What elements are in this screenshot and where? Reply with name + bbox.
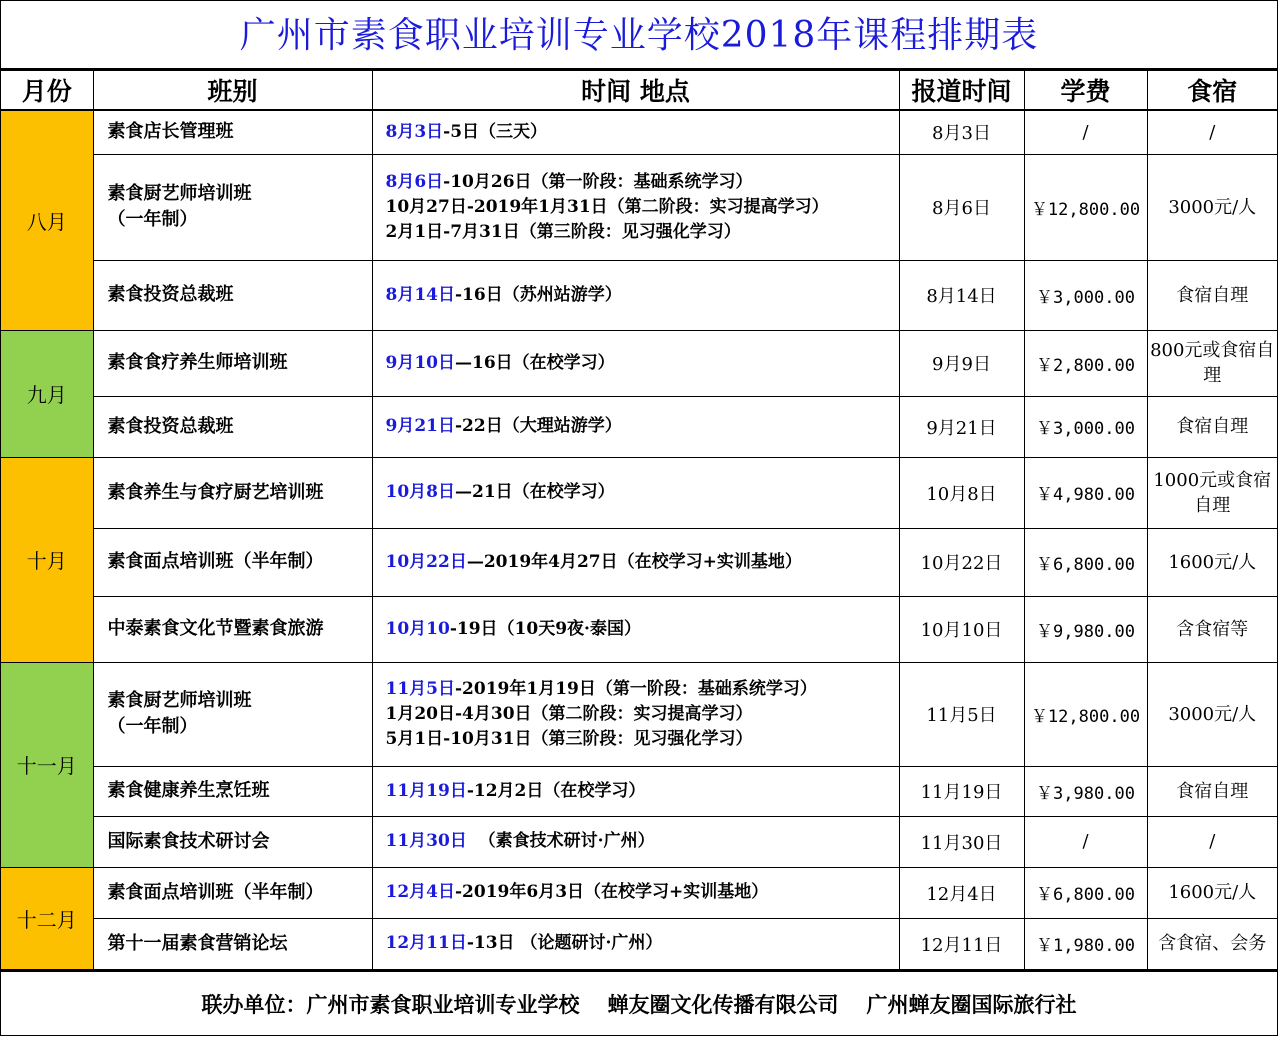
class-cell bbox=[93, 596, 372, 662]
class-name: 素食食疗养生师培训班 bbox=[107, 352, 288, 373]
table-row bbox=[1, 766, 1277, 816]
schedule-rest: -16日（苏州站游学） bbox=[455, 284, 622, 305]
month-november: 十一月 bbox=[1, 662, 93, 867]
class-name: 素食面点培训班（半年制） bbox=[107, 551, 324, 572]
lodging-cell: 食宿自理 bbox=[1147, 396, 1277, 457]
lodging-cell: / bbox=[1147, 110, 1277, 154]
class-name: 素食投资总裁班 bbox=[107, 284, 234, 305]
schedule-start: 11月30日 bbox=[385, 831, 467, 851]
class-cell bbox=[93, 154, 372, 260]
class-name: 国际素食技术研讨会 bbox=[107, 830, 270, 852]
class-name: 素食店长管理班 bbox=[107, 121, 234, 143]
table-row bbox=[1, 154, 1277, 260]
table-row bbox=[1, 110, 1277, 154]
schedule-start: 11月19日 bbox=[385, 780, 467, 801]
report-cell: 8月6日 bbox=[899, 154, 1024, 260]
schedule-start: 9月10日 bbox=[385, 352, 455, 373]
schedule-start: 10月8日 bbox=[385, 482, 455, 502]
month-october: 十月 bbox=[1, 457, 93, 662]
schedule-start: 9月21日 bbox=[385, 416, 455, 436]
schedule-line-2: 1月20日-4月30日（第二阶段：实习提高学习） bbox=[385, 703, 753, 724]
header-class: 班别 bbox=[93, 71, 372, 111]
class-cell bbox=[93, 766, 372, 816]
schedule-cell bbox=[372, 816, 899, 867]
schedule-rest: —2019年4月27日（在校学习+实训基地） bbox=[466, 551, 802, 572]
report-cell: 9月9日 bbox=[899, 330, 1024, 396]
class-name: 素食养生与食疗厨艺培训班 bbox=[107, 481, 324, 503]
schedule-start: 8月6日 bbox=[385, 171, 444, 192]
lodging-cell: 3000元/人 bbox=[1147, 154, 1277, 260]
schedule-line-3: 5月1日-10月31日（第三阶段：见习强化学习） bbox=[385, 728, 753, 749]
schedule-rest: -10月26日（第一阶段：基础系统学习） bbox=[443, 171, 753, 192]
table-row bbox=[1, 918, 1277, 969]
schedule-start: 11月5日 bbox=[385, 678, 455, 699]
table-row bbox=[1, 457, 1277, 528]
fee-cell: ￥3,980.00 bbox=[1024, 766, 1147, 816]
fee-cell: ￥9,980.00 bbox=[1024, 596, 1147, 662]
class-cell bbox=[93, 110, 372, 154]
class-name: 素食面点培训班（半年制） bbox=[107, 881, 324, 903]
report-cell: 12月11日 bbox=[899, 918, 1024, 969]
report-cell: 10月22日 bbox=[899, 528, 1024, 596]
header-fee: 学费 bbox=[1024, 71, 1147, 111]
lodging-cell: 含食宿、会务 bbox=[1147, 918, 1277, 969]
fee-cell: ￥12,800.00 bbox=[1024, 662, 1147, 766]
lodging-cell: 1600元/人 bbox=[1147, 528, 1277, 596]
report-cell: 8月14日 bbox=[899, 260, 1024, 330]
class-cell bbox=[93, 396, 372, 457]
table-row bbox=[1, 528, 1277, 596]
schedule-rest: -2019年1月19日（第一阶段：基础系统学习） bbox=[455, 678, 817, 699]
schedule-cell bbox=[372, 528, 899, 596]
class-cell bbox=[93, 260, 372, 330]
table-row bbox=[1, 330, 1277, 396]
fee-cell: ￥3,000.00 bbox=[1024, 260, 1147, 330]
schedule-cell bbox=[372, 330, 899, 396]
report-cell: 12月4日 bbox=[899, 867, 1024, 918]
footer-organizers bbox=[1, 970, 1277, 1036]
schedule-cell bbox=[372, 154, 899, 260]
footer-org-1: 广州市素食职业培训专业学校 bbox=[306, 991, 580, 1017]
month-august: 八月 bbox=[1, 110, 93, 330]
page-title: 广州市素食职业培训专业学校2018年课程排期表 bbox=[1, 1, 1277, 70]
table-row bbox=[1, 260, 1277, 330]
schedule-cell bbox=[372, 596, 899, 662]
schedule-rest: -19日（10天9夜·泰国） bbox=[449, 618, 641, 639]
report-cell: 8月3日 bbox=[899, 110, 1024, 154]
schedule-line-3: 2月1日-7月31日（第三阶段：见习强化学习） bbox=[385, 221, 741, 242]
report-cell: 11月5日 bbox=[899, 662, 1024, 766]
table-row bbox=[1, 816, 1277, 867]
report-cell: 9月21日 bbox=[899, 396, 1024, 457]
schedule-start: 10月22日 bbox=[385, 551, 467, 572]
class-name: 素食厨艺师培训班 bbox=[107, 183, 252, 204]
fee-cell: / bbox=[1024, 110, 1147, 154]
table-row bbox=[1, 396, 1277, 457]
schedule-rest: -22日（大理站游学） bbox=[455, 416, 622, 436]
class-name: 素食投资总裁班 bbox=[107, 415, 234, 437]
header-time-place: 时间 地点 bbox=[372, 71, 899, 111]
report-cell: 11月19日 bbox=[899, 766, 1024, 816]
lodging-cell: / bbox=[1147, 816, 1277, 867]
fee-cell: ￥3,000.00 bbox=[1024, 396, 1147, 457]
schedule-start: 8月3日 bbox=[385, 121, 444, 142]
schedule-cell bbox=[372, 260, 899, 330]
report-cell: 10月10日 bbox=[899, 596, 1024, 662]
schedule-table bbox=[1, 70, 1277, 970]
footer-org-2: 蝉友圈文化传播有限公司 bbox=[607, 991, 839, 1017]
schedule-start: 12月4日 bbox=[385, 882, 455, 902]
class-subtitle: （一年制） bbox=[107, 209, 198, 230]
fee-cell: ￥6,800.00 bbox=[1024, 528, 1147, 596]
schedule-rest: —21日（在校学习） bbox=[455, 482, 615, 502]
lodging-cell: 3000元/人 bbox=[1147, 662, 1277, 766]
class-cell bbox=[93, 457, 372, 528]
class-name: 第十一届素食营销论坛 bbox=[107, 932, 288, 954]
header-lodging: 食宿 bbox=[1147, 71, 1277, 111]
schedule-start: 10月10 bbox=[385, 618, 450, 639]
lodging-cell: 1600元/人 bbox=[1147, 867, 1277, 918]
header-report: 报道时间 bbox=[899, 71, 1024, 111]
lodging-cell: 800元或食宿自理 bbox=[1147, 330, 1277, 396]
schedule-start: 8月14日 bbox=[385, 284, 455, 305]
fee-cell: ￥6,800.00 bbox=[1024, 867, 1147, 918]
schedule-cell bbox=[372, 766, 899, 816]
schedule-rest: -2019年6月3日（在校学习+实训基地） bbox=[455, 882, 769, 902]
fee-cell: ￥2,800.00 bbox=[1024, 330, 1147, 396]
table-row bbox=[1, 596, 1277, 662]
month-september: 九月 bbox=[1, 330, 93, 457]
fee-cell: ￥1,980.00 bbox=[1024, 918, 1147, 969]
schedule-line-2: 10月27日-2019年1月31日（第二阶段：实习提高学习） bbox=[385, 196, 829, 217]
footer-org-3: 广州蝉友圈国际旅行社 bbox=[866, 991, 1077, 1017]
lodging-cell: 食宿自理 bbox=[1147, 260, 1277, 330]
schedule-rest: -12月2日（在校学习） bbox=[466, 780, 646, 801]
lodging-cell: 含食宿等 bbox=[1147, 596, 1277, 662]
fee-cell: ￥4,980.00 bbox=[1024, 457, 1147, 528]
schedule-rest: -13日 （论题研讨·广州） bbox=[466, 933, 663, 953]
class-cell bbox=[93, 662, 372, 766]
footer-label: 联办单位： bbox=[201, 991, 307, 1017]
schedule-cell bbox=[372, 662, 899, 766]
class-cell bbox=[93, 528, 372, 596]
class-name: 素食厨艺师培训班 bbox=[107, 690, 252, 711]
class-cell bbox=[93, 867, 372, 918]
schedule-cell bbox=[372, 457, 899, 528]
class-name: 素食健康养生烹饪班 bbox=[107, 780, 270, 801]
schedule-rest: -5日（三天） bbox=[443, 121, 548, 142]
report-cell: 10月8日 bbox=[899, 457, 1024, 528]
class-cell bbox=[93, 918, 372, 969]
fee-cell: / bbox=[1024, 816, 1147, 867]
schedule-rest: —16日（在校学习） bbox=[455, 352, 615, 373]
schedule-cell bbox=[372, 867, 899, 918]
month-december: 十二月 bbox=[1, 867, 93, 969]
schedule-start: 12月11日 bbox=[385, 933, 467, 953]
table-row bbox=[1, 662, 1277, 766]
schedule-cell bbox=[372, 396, 899, 457]
header-month: 月份 bbox=[1, 71, 93, 111]
table-row bbox=[1, 867, 1277, 918]
schedule-cell bbox=[372, 918, 899, 969]
schedule-rest: （素食技术研讨·广州） bbox=[478, 831, 655, 851]
header-row bbox=[1, 71, 1277, 111]
report-cell: 11月30日 bbox=[899, 816, 1024, 867]
lodging-cell: 食宿自理 bbox=[1147, 766, 1277, 816]
class-subtitle: （一年制） bbox=[107, 716, 198, 737]
fee-cell: ￥12,800.00 bbox=[1024, 154, 1147, 260]
class-name: 中泰素食文化节暨素食旅游 bbox=[107, 618, 324, 639]
schedule-cell bbox=[372, 110, 899, 154]
class-cell bbox=[93, 816, 372, 867]
lodging-cell: 1000元或食宿自理 bbox=[1147, 457, 1277, 528]
class-cell bbox=[93, 330, 372, 396]
